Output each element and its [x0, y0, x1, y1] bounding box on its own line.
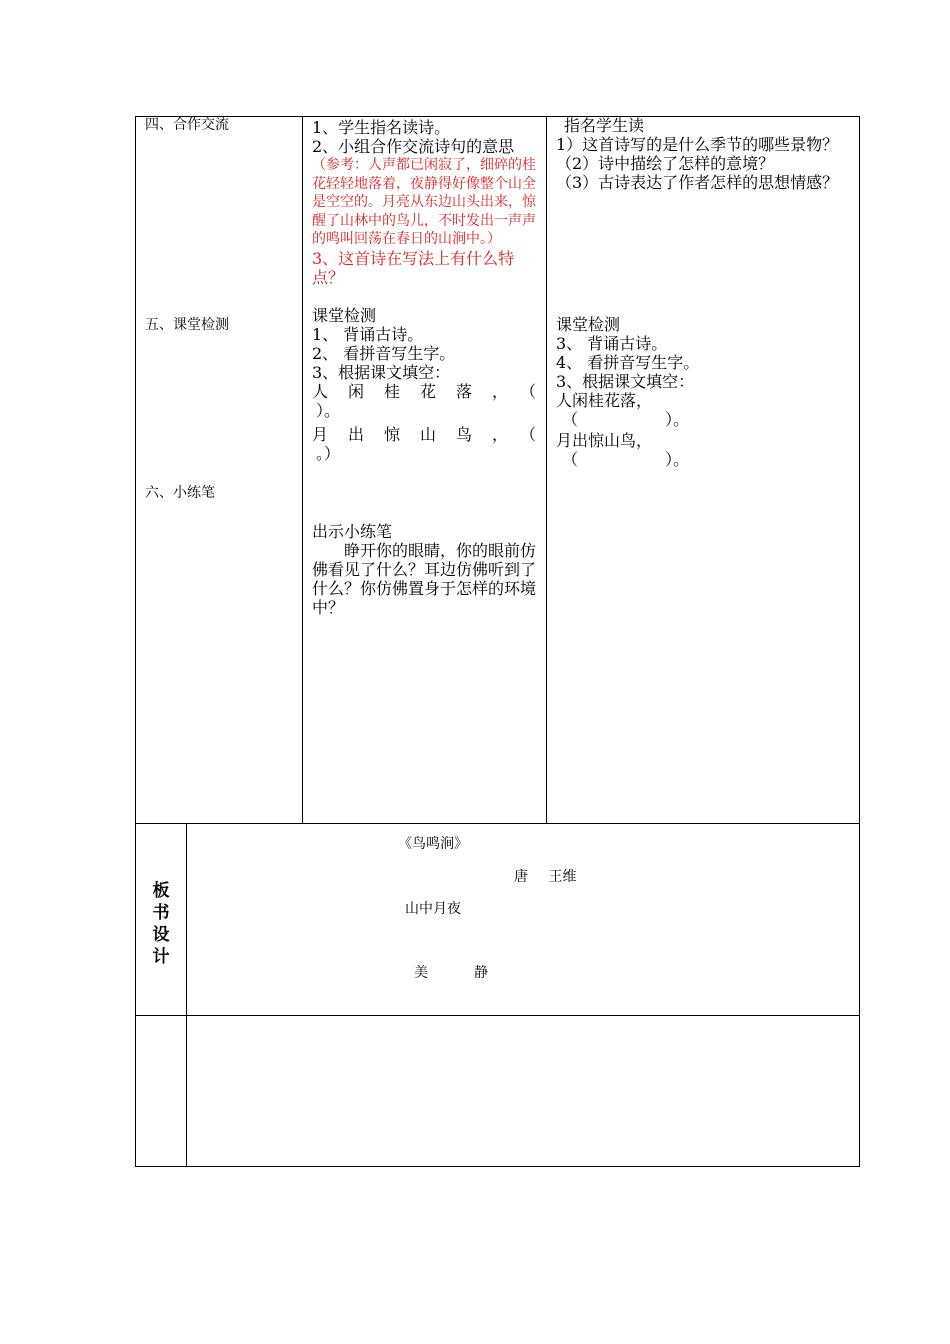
teacher-fill-line-2-end: 。）: [316, 443, 341, 463]
table-bottom-border: [135, 1166, 860, 1167]
stage-practice: 六、小练笔: [145, 485, 215, 501]
teacher-fill-line-1: 人闲桂花落，（: [312, 381, 536, 401]
student-question-3: （3）古诗表达了作者怎样的思想情感？: [556, 173, 839, 192]
board-theme-beauty: 美: [414, 965, 428, 981]
teacher-fill-line-1-end: ）。: [316, 400, 341, 420]
column-divider-2: [546, 116, 547, 823]
practice-title: 出示小练笔: [312, 522, 393, 541]
stage-cooperation: 四、合作交流: [145, 117, 229, 133]
student-fill-line-1-blank: （ ）。: [562, 410, 690, 429]
board-author: 唐 王维: [514, 869, 577, 885]
student-fill-line-1: 人闲桂花落，: [556, 391, 653, 410]
row-divider-2: [135, 1015, 860, 1016]
teacher-practice: [312, 522, 536, 617]
table-left-border: [135, 116, 136, 1167]
board-theme-quiet: 静: [474, 965, 488, 981]
student-check-1: 3、 背诵古诗。: [556, 334, 668, 353]
teacher-step-2: 2、小组合作交流诗句的意思: [312, 137, 515, 156]
student-check: [556, 315, 852, 469]
stage-classroom-check: 五、课堂检测: [145, 317, 229, 333]
student-activities: [556, 116, 852, 192]
teacher-check-3: 3、根据课文填空：: [312, 362, 451, 382]
student-question-1: 1）这首诗写的是什么季节的哪些景物？: [556, 135, 839, 154]
student-check-2: 4、 看拼音写生字。: [556, 353, 700, 372]
row-divider-1: [135, 823, 860, 824]
column-divider-1: [302, 116, 303, 823]
teacher-check-2: 2、 看拼音写生字。: [312, 343, 456, 363]
label-column-divider: [186, 823, 187, 1166]
teacher-step-1: 1、学生指名读诗。: [312, 118, 451, 137]
teacher-activities: [312, 118, 536, 463]
board-title: 《鸟鸣涧》: [398, 836, 468, 852]
teacher-step-3: 3、这首诗在写法上有什么特点？: [312, 248, 515, 287]
practice-prompt: 睁开你的眼睛，你的眼前仿佛看见了什么？耳边仿佛听到了什么？你仿佛置身于怎样的环境中？: [312, 541, 537, 617]
student-fill-line-2-blank: （ ）。: [562, 450, 690, 469]
student-check-3: 3、根据课文填空：: [556, 372, 695, 391]
reference-translation: （参考：人声都已闲寂了，细碎的桂花轻轻地落着，夜静得好像整个山全是空空的。月亮从东边山头出来，惊醒了山林中的鸟儿，不时发出一声声的鸣叫回荡在春日的山涧中。）: [312, 157, 536, 247]
teacher-fill-line-2: 月出惊山鸟，（: [312, 424, 536, 444]
student-fill-line-2: 月出惊山鸟，: [556, 431, 653, 450]
student-read: 指名学生读: [564, 116, 645, 135]
student-question-2: （2）诗中描绘了怎样的意境？: [556, 154, 775, 173]
board-scene: 山中月夜: [405, 901, 461, 917]
table-right-border: [859, 116, 860, 1167]
teacher-check-title: 课堂检测: [312, 305, 377, 325]
board-design-label: 板书设计: [152, 881, 170, 967]
teacher-check-1: 1、 背诵古诗。: [312, 324, 424, 344]
student-check-title: 课堂检测: [556, 315, 621, 334]
